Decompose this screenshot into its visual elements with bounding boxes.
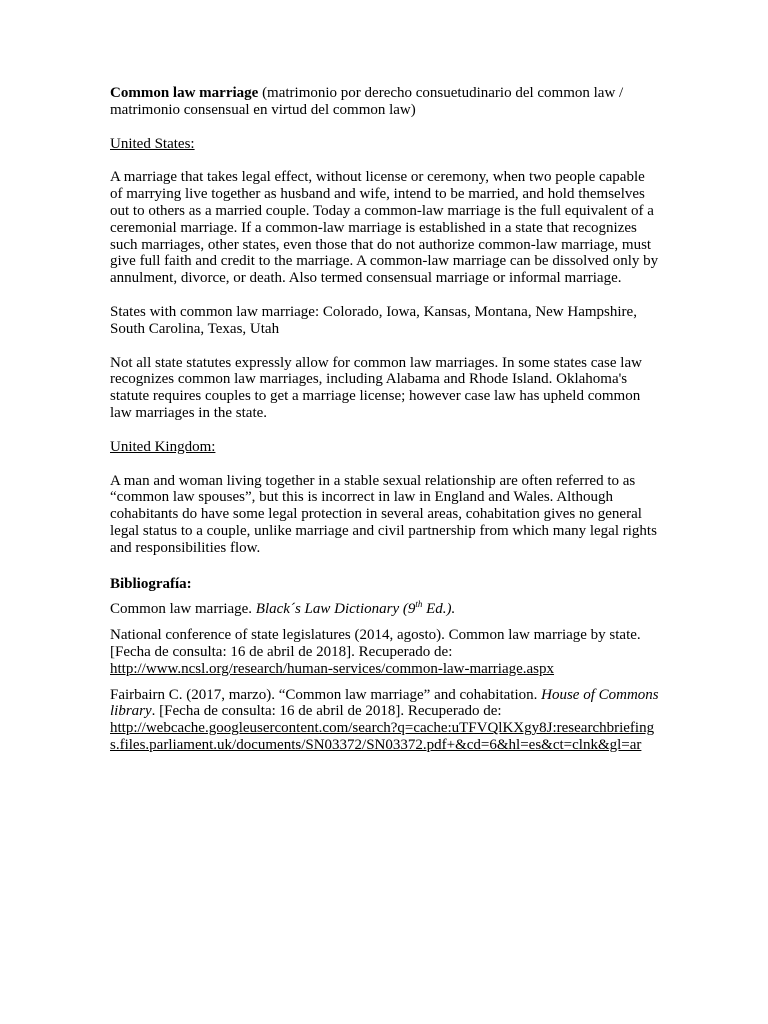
bibliography-ref-2 <box>110 627 660 677</box>
ref1-edition: Ed.). <box>422 601 456 618</box>
heading-paragraph <box>110 85 660 119</box>
uk-section-title: United Kingdom: <box>110 438 216 455</box>
heading-term: Common law marriage <box>110 85 259 101</box>
ref1-sup: th <box>415 599 423 610</box>
ref1-title: Black´s Law Dictionary (9 <box>255 601 416 618</box>
ref2-text: National conference of state legislatures (2014, agosto). Common law marriage by state. [Fecha de consulta: 16 de abril de 2018]. Recuperado de: <box>110 627 641 660</box>
ref3-italic: House of Commons library <box>110 686 659 720</box>
us-section-title: United States: <box>110 135 195 152</box>
heading-translation: (matrimonio por derecho consuetudinario del common law / matrimonio consensual en virtud del common law) <box>110 85 624 118</box>
uk-definition-paragraph: A man and woman living together in a stable sexual relationship are often referred to as “common law spouses”, but this is incorrect in law in England and Wales. Although cohabitants do have some legal protection in several areas, cohabitation gives no general legal status to a couple, unlike marriage and civil partnership from which many legal rights and responsibilities flow. <box>110 472 657 556</box>
ref2-link[interactable]: http://www.ncsl.org/research/human-services/common-law-marriage.aspx <box>110 660 555 677</box>
document-page <box>110 85 660 754</box>
bibliography-ref-3 <box>110 687 660 754</box>
bibliography-ref-1 <box>110 601 660 618</box>
bibliography-title: Bibliografía: <box>110 575 192 592</box>
ref3-link[interactable]: http://webcache.googleusercontent.com/search?q=cache:uTFVQlKXgy8J:researchbriefings.files.parliament.uk/documents/SN03372/SN03372.pdf+&cd=6&hl=es&ct=clnk&gl=ar <box>110 720 655 753</box>
us-states-paragraph: States with common law marriage: Colorado, Iowa, Kansas, Montana, New Hampshire, South Carolina, Texas, Utah <box>110 303 637 337</box>
ref1-plain: Common law marriage. <box>110 601 256 618</box>
ref3-after: . [Fecha de consulta: 16 de abril de 2018]. Recuperado de: <box>151 703 502 720</box>
us-definition-paragraph: A marriage that takes legal effect, without license or ceremony, when two people capable of marrying live together as husband and wife, intend to be married, and hold themselves out to others as a married couple. Today a common-law marriage is the full equivalent of a ceremonial marriage. If a common-law marriage is established in a state that recognizes such marriages, other states, even those that do not authorize common-law marriage, must give full faith and credit to the marriage. A common-law marriage can be dissolved only by annulment, divorce, or death. Also termed consensual marriage or informal marriage. <box>110 169 659 287</box>
ref3-plain: Fairbairn C. (2017, marzo). “Common law marriage” and cohabitation. <box>110 686 542 703</box>
us-case-law-paragraph: Not all state statutes expressly allow for common law marriages. In some states case law recognizes common law marriages, including Alabama and Rhode Island. Oklahoma's statute requires couples to get a marriage license; however case law has upheld common law marriages in the state. <box>110 354 642 421</box>
